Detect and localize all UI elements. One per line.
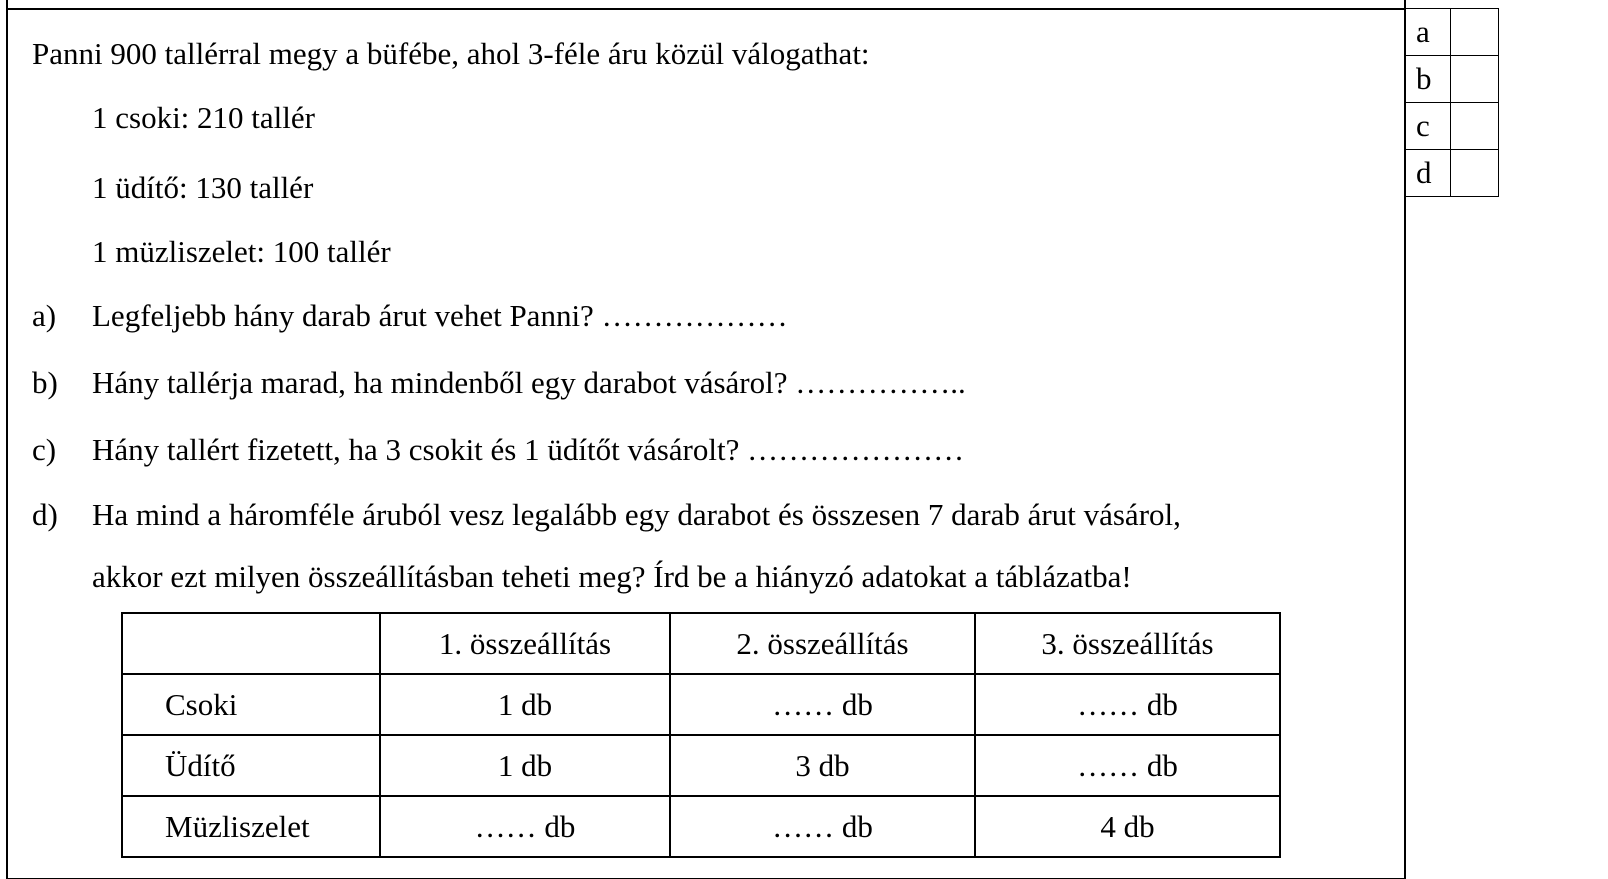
table-header-combo-3: 3. összeállítás	[975, 613, 1280, 674]
cell-muesli-bar-3: 4 db	[975, 796, 1280, 857]
row-label-muesli-bar: Müzliszelet	[122, 796, 380, 857]
table-row-chocolate	[122, 674, 1280, 735]
price-chocolate: 1 csoki: 210 tallér	[92, 100, 315, 135]
cell-soft-drink-1: 1 db	[380, 735, 670, 796]
border-stub-right	[1404, 0, 1406, 8]
border-stub-left	[6, 0, 8, 8]
score-label-a: a	[1406, 9, 1450, 56]
score-label-b: b	[1406, 56, 1450, 103]
price-soft-drink: 1 üdítő: 130 tallér	[92, 170, 314, 205]
question-d-text-line2: akkor ezt milyen összeállításban teheti meg? Írd be a hiányzó adatokat a táblázatba!	[92, 559, 1132, 594]
row-label-soft-drink: Üdítő	[122, 735, 380, 796]
cell-chocolate-1: 1 db	[380, 674, 670, 735]
intro-text: Panni 900 tallérral megy a büfébe, ahol 3-féle áru közül válogathat:	[32, 36, 870, 71]
table-header-combo-2: 2. összeállítás	[670, 613, 975, 674]
question-b-label: b)	[32, 365, 58, 400]
question-a-label: a)	[32, 298, 57, 333]
question-b-text: Hány tallérja marad, ha mindenből egy darabot vásárol? ……………..	[92, 365, 966, 400]
cell-muesli-bar-1[interactable]: …… db	[380, 796, 670, 857]
row-label-chocolate: Csoki	[122, 674, 380, 735]
question-d-text-line1: Ha mind a háromféle áruból vesz legalább egy darabot és összesen 7 darab árut vásárol,	[92, 497, 1181, 532]
answer-table	[121, 612, 1281, 858]
score-box-c[interactable]	[1450, 103, 1498, 150]
table-row-muesli-bar	[122, 796, 1280, 857]
cell-chocolate-2[interactable]: …… db	[670, 674, 975, 735]
score-box-a[interactable]	[1450, 9, 1498, 56]
cell-soft-drink-3[interactable]: …… db	[975, 735, 1280, 796]
score-box-b[interactable]	[1450, 56, 1498, 103]
cell-soft-drink-2: 3 db	[670, 735, 975, 796]
score-grid	[1406, 8, 1499, 197]
price-muesli-bar: 1 müzliszelet: 100 tallér	[92, 234, 391, 269]
table-header-combo-1: 1. összeállítás	[380, 613, 670, 674]
cell-chocolate-3[interactable]: …… db	[975, 674, 1280, 735]
table-header-row	[122, 613, 1280, 674]
table-header-corner	[122, 613, 380, 674]
question-c-text: Hány tallért fizetett, ha 3 csokit és 1 üdítőt vásárolt? …………………	[92, 432, 965, 467]
question-d-label: d)	[32, 497, 58, 532]
cell-muesli-bar-2[interactable]: …… db	[670, 796, 975, 857]
question-a-text: Legfeljebb hány darab árut vehet Panni? ………………	[92, 298, 788, 333]
score-label-c: c	[1406, 103, 1450, 150]
score-label-d: d	[1406, 150, 1450, 197]
score-box-d[interactable]	[1450, 150, 1498, 197]
table-row-soft-drink	[122, 735, 1280, 796]
question-c-label: c)	[32, 432, 57, 467]
